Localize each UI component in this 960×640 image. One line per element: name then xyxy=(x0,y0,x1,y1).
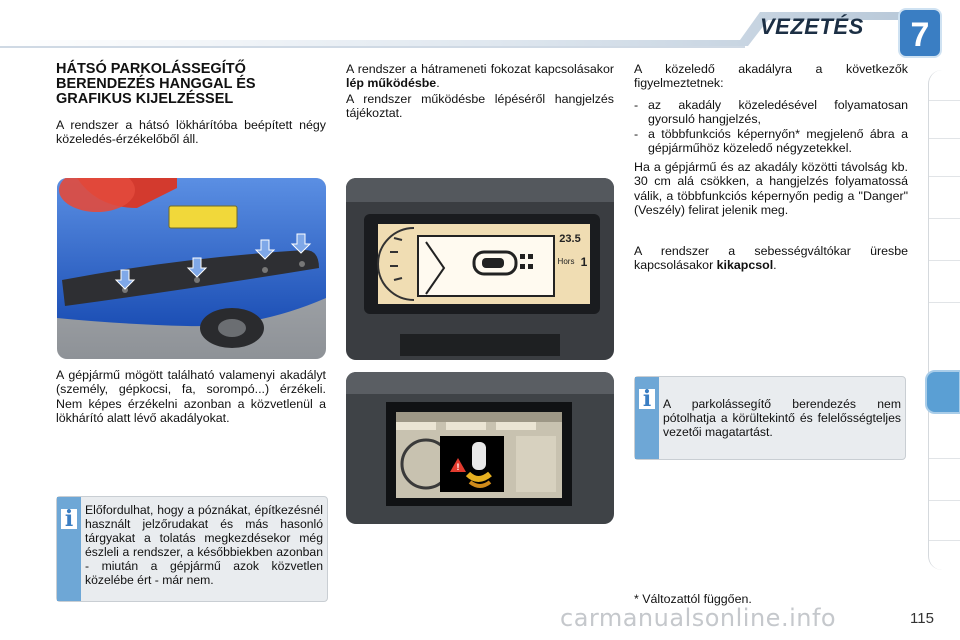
info-icon: i xyxy=(637,387,657,411)
chapter-title: VEZETÉS xyxy=(760,14,864,39)
activation-bold: lép működésbe xyxy=(346,76,437,91)
svg-text:!: ! xyxy=(456,462,460,472)
warning-intro: A közeledő akadályra a következők figyelmeztetnek: xyxy=(634,62,908,91)
deactivation-paragraph xyxy=(634,244,908,273)
activation-text: A rendszer a hátrameneti fokozat kapcsolásakor xyxy=(346,62,614,76)
chapter-tab[interactable] xyxy=(929,540,960,541)
display-gear: 1 xyxy=(580,255,588,269)
display-temperature: 23.5 xyxy=(559,233,581,245)
list-item-text: a többfunkciós képernyőn* megjelenő ábra a gépjárműhöz közeledő négyzetekkel. xyxy=(648,126,908,155)
info-text-left: Előfordulhat, hogy a póznákat, építkezésnél használt jelzőrudakat és más hasonló tárgyakat a tolatás megkezdésekor még észleli a rendszer, a későbbiekben azonban - miután a gépjármű azok közvetlen közelébe ért - már nem. xyxy=(85,503,323,587)
chapter-tab[interactable] xyxy=(929,176,960,177)
chapter-tab[interactable] xyxy=(929,218,960,219)
chapter-tab[interactable] xyxy=(929,458,960,459)
intro-paragraph: A rendszer a hátsó lökhárítóba beépített négy közeledés-érzékelőből áll. xyxy=(56,118,326,147)
detection-paragraph: A gépjármű mögött található valamenyi akadályt (személy, gépkocsi, fa, sorompó...) érzékeli. Nem képes érzékelni azonban a közvetlenül a lökhárító alatt lévő akadályokat. xyxy=(56,368,326,425)
chapter-tab[interactable] xyxy=(929,138,960,139)
section-title: HÁTSÓ PARKOLÁSSEGÍTŐ BERENDEZÉS HANGGAL ÉS GRAFIKUS KIJELZÉSSEL xyxy=(56,61,256,107)
chapter-tab[interactable] xyxy=(929,302,960,303)
info-icon: i xyxy=(59,507,79,531)
chapter-number-badge: 7 xyxy=(898,8,942,58)
chapter-tab[interactable] xyxy=(929,500,960,501)
info-box-right xyxy=(634,376,906,460)
deactivation-text: A rendszer a sebességváltókar üresbe kapcsolásakor xyxy=(634,244,908,273)
footnote: * Változattól függően. xyxy=(634,592,752,606)
activation-end: . xyxy=(436,76,440,91)
deactivation-end: . xyxy=(773,258,777,273)
dashboard-display-photo xyxy=(346,178,614,360)
list-item-text: az akadály közeledésével folyamatosan gyorsuló hangjelzés, xyxy=(648,98,908,127)
deactivation-bold: kikapcsol xyxy=(716,258,774,273)
activation-paragraph xyxy=(346,62,614,91)
chapter-tab[interactable] xyxy=(929,100,960,101)
signal-paragraph: A rendszer működésbe lépéséről hangjelzés tájékoztat. xyxy=(346,92,614,121)
info-text-right: A parkolássegítő berendezés nem pótolhatja a körültekintő és felelősségteljes vezetői magatartást. xyxy=(663,397,901,439)
chapter-tabs xyxy=(928,70,960,570)
rear-bumper-photo xyxy=(57,178,326,359)
multifunction-screen-photo xyxy=(346,372,614,524)
list-item: - a többfunkciós képernyőn* megjelenő ábra a gépjárműhöz közeledő négyzetekkel. xyxy=(634,126,908,155)
info-box-left xyxy=(56,496,328,602)
chapter-tab-active[interactable] xyxy=(925,370,960,414)
page-number: 115 xyxy=(910,610,934,627)
list-item: - az akadály közeledésével folyamatosan gyorsuló hangjelzés, xyxy=(634,98,908,127)
warning-list xyxy=(634,98,908,155)
display-extra: Hors xyxy=(557,257,575,266)
chapter-tab[interactable] xyxy=(929,260,960,261)
danger-paragraph: Ha a gépjármű és az akadály közötti távolság kb. 30 cm alá csökken, a hangjelzés folyamatossá válik, a többfunkciós képernyőn pedig a "Danger" (Veszély) felirat jelenik meg. xyxy=(634,160,908,217)
watermark: carmanualsonline.info xyxy=(560,604,837,632)
